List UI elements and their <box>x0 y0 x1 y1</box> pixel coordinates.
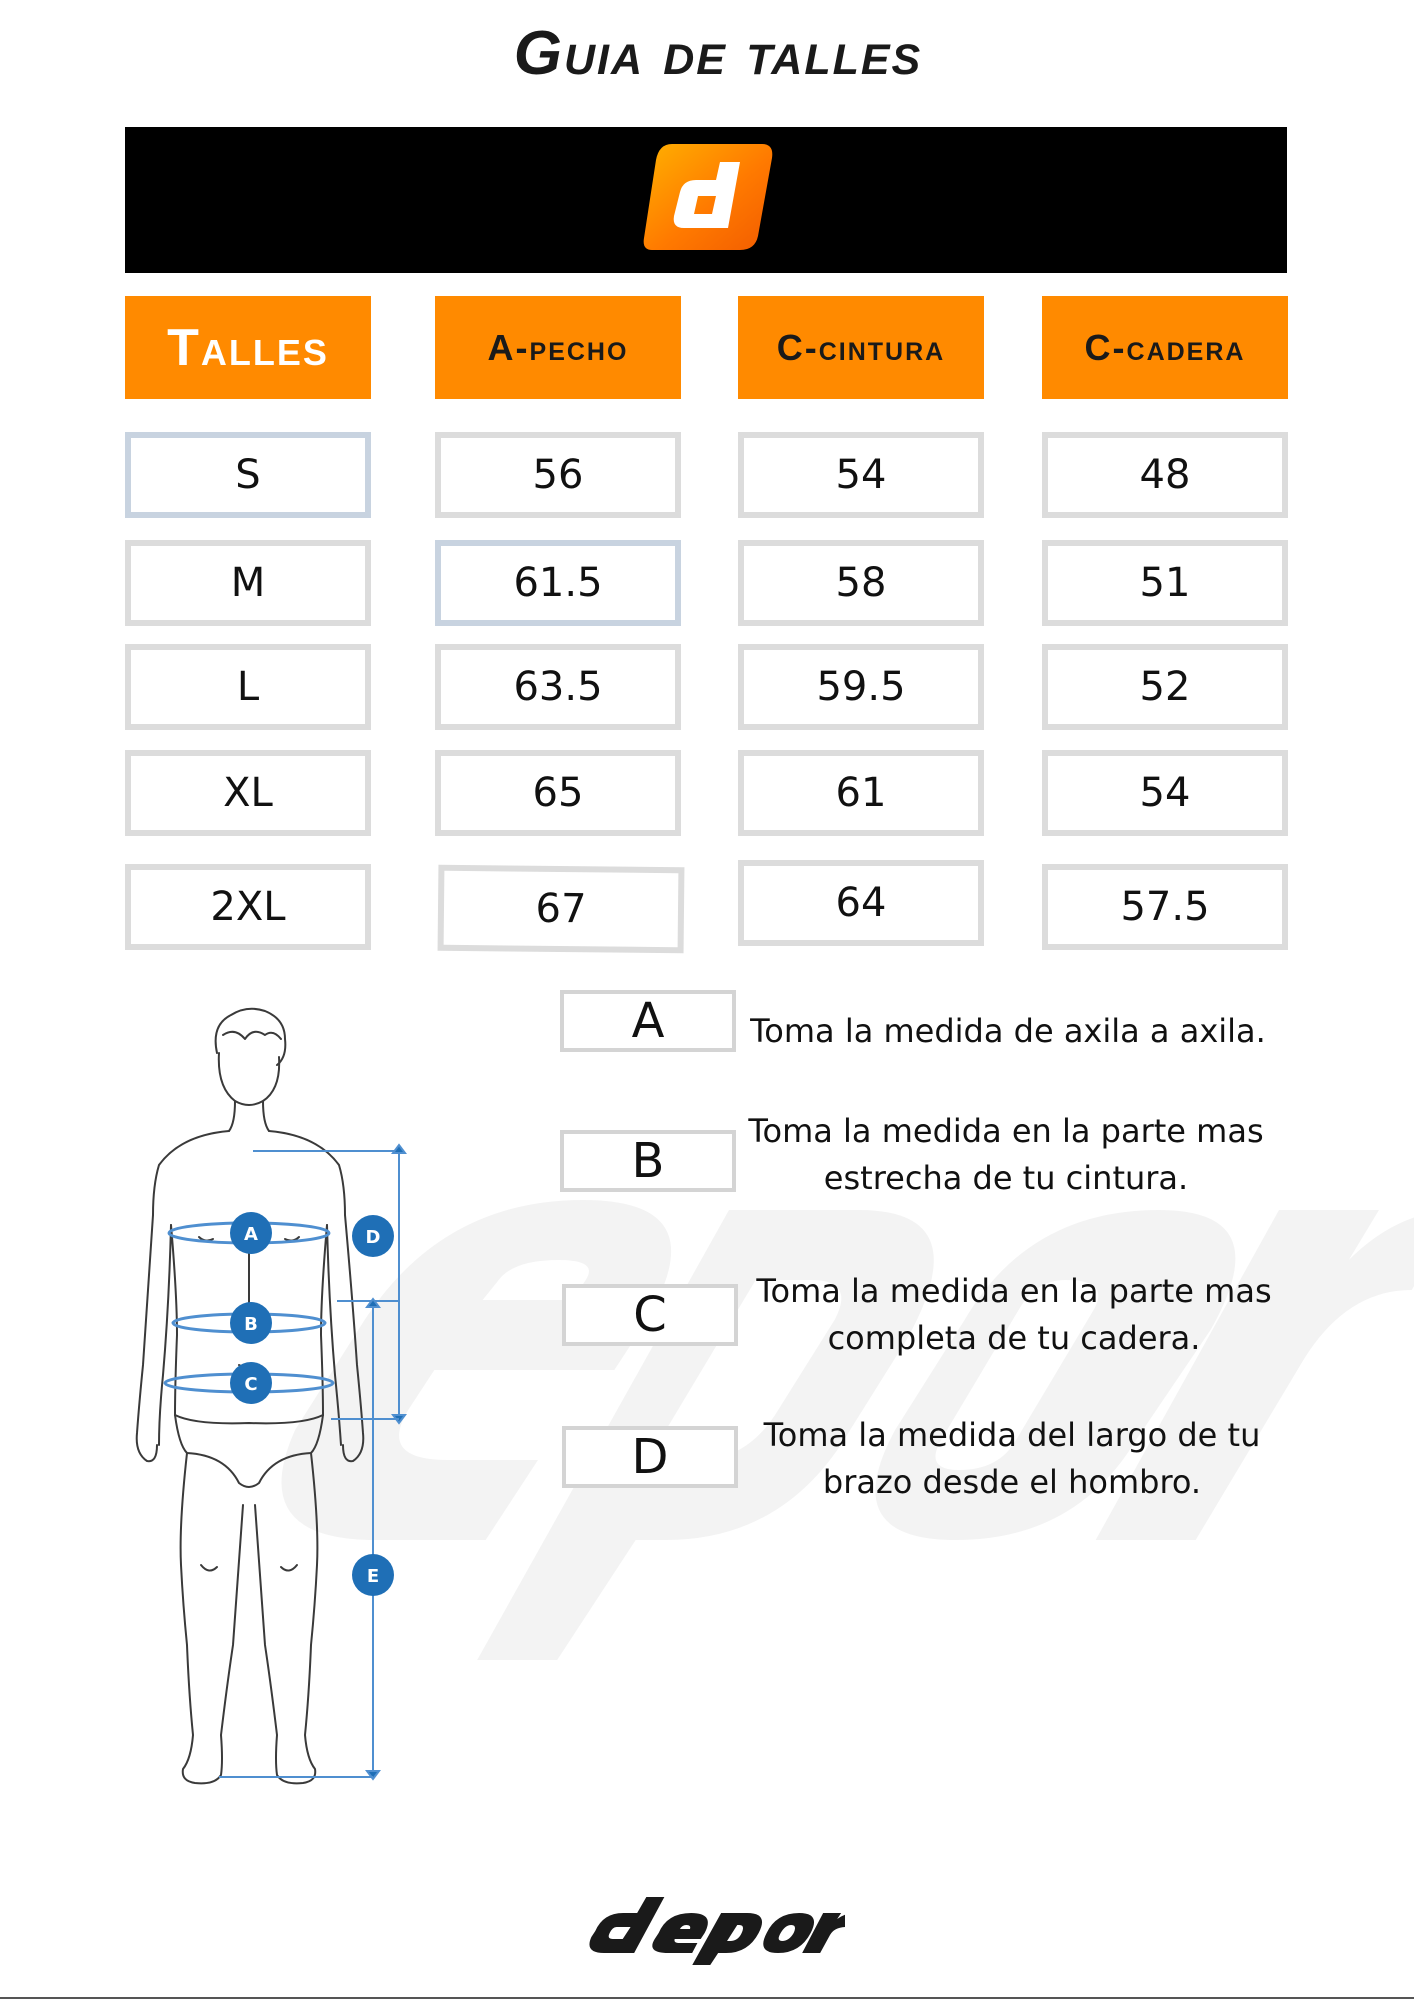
cadera-cell: 48 <box>1042 432 1288 518</box>
legend-key-a: A <box>560 990 736 1052</box>
size-cell: S <box>125 432 371 518</box>
size-cell: XL <box>125 750 371 836</box>
legend-text-d <box>732 1412 1292 1506</box>
cintura-cell: 54 <box>738 432 984 518</box>
pecho-cell: 65 <box>435 750 681 836</box>
svg-text:A: A <box>244 1224 258 1245</box>
depor-wordmark-logo <box>585 1895 845 1965</box>
legend-text-b <box>726 1108 1286 1202</box>
svg-text:E: E <box>366 1566 380 1587</box>
legend-text-line: completa de tu cadera. <box>827 1319 1201 1357</box>
cadera-cell: 54 <box>1042 750 1288 836</box>
legend-text-line: Toma la medida en la parte mas <box>748 1112 1264 1150</box>
legend-text-c <box>734 1268 1294 1362</box>
header-pecho: A-pecho <box>435 296 681 399</box>
cadera-cell: 51 <box>1042 540 1288 626</box>
pecho-cell: 63.5 <box>435 644 681 730</box>
header-cintura: C-cintura <box>738 296 984 399</box>
brand-banner <box>125 127 1287 273</box>
cadera-cell: 52 <box>1042 644 1288 730</box>
cintura-cell: 61 <box>738 750 984 836</box>
cintura-cell: 59.5 <box>738 644 984 730</box>
depor-d-logo-icon <box>642 140 776 254</box>
legend-text-line: Toma la medida de axila a axila. <box>750 1012 1266 1050</box>
header-cadera: C-cadera <box>1042 296 1288 399</box>
cintura-cell: 58 <box>738 540 984 626</box>
page-bottom-rule <box>0 1997 1414 1999</box>
body-measurement-figure-icon <box>135 1005 425 1795</box>
pecho-cell: 67 <box>438 865 685 954</box>
legend-text-line: estrecha de tu cintura. <box>823 1159 1189 1197</box>
svg-text:D: D <box>365 1227 381 1248</box>
legend-text-line: Toma la medida del largo de tu <box>763 1416 1261 1454</box>
pecho-cell: 61.5 <box>435 540 681 626</box>
header-talles: Talles <box>125 296 371 399</box>
legend-key-c: C <box>562 1284 738 1346</box>
cadera-cell: 57.5 <box>1042 864 1288 950</box>
page-title: Guia de talles <box>513 19 923 88</box>
size-cell: L <box>125 644 371 730</box>
size-cell: 2XL <box>125 864 371 950</box>
legend-text-line: brazo desde el hombro. <box>822 1463 1202 1501</box>
pecho-cell: 56 <box>435 432 681 518</box>
legend-text-line: Toma la medida en la parte mas <box>756 1272 1272 1310</box>
legend-text-a <box>728 1008 1288 1055</box>
legend-key-b: B <box>560 1130 736 1192</box>
cintura-cell: 64 <box>738 860 984 946</box>
svg-text:B: B <box>244 1314 258 1335</box>
svg-text:C: C <box>244 1374 258 1395</box>
legend-key-d: D <box>562 1426 738 1488</box>
size-cell: M <box>125 540 371 626</box>
